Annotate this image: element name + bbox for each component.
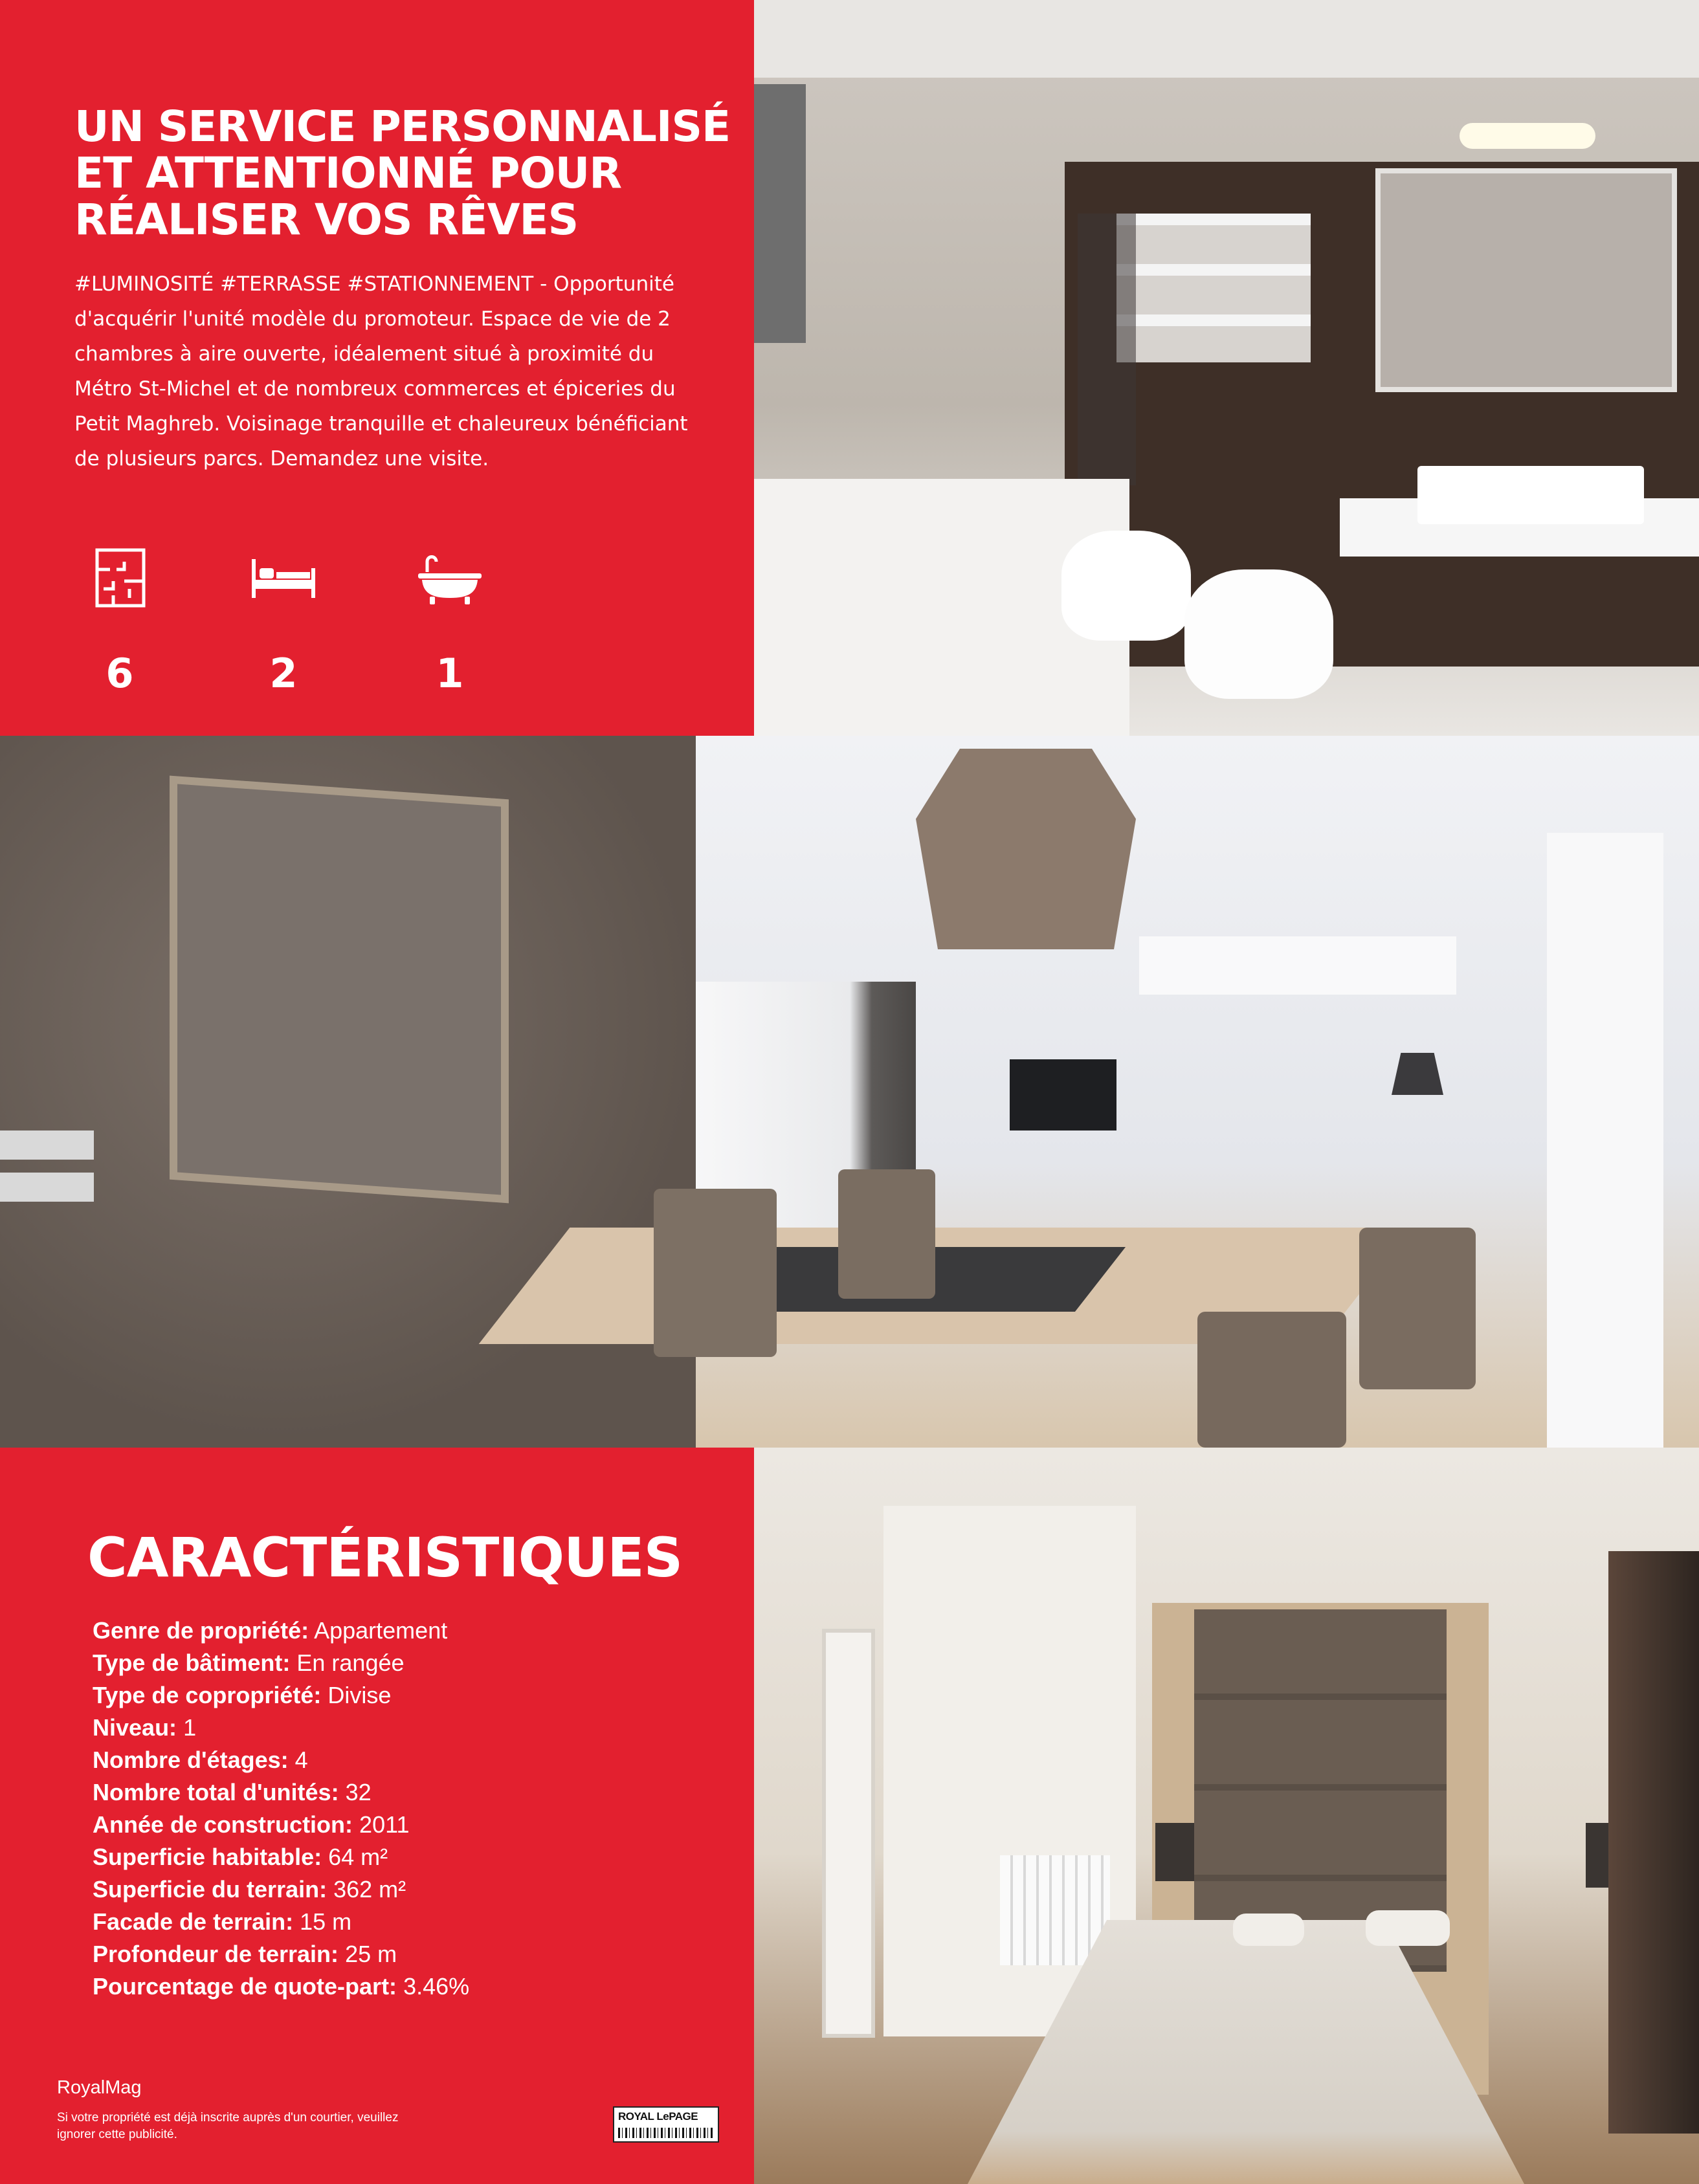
disclaimer: Si votre propriété est déjà inscrite auprès d'un courtier, veuillez ignorer cette publicité. <box>57 2111 399 2141</box>
feature-item <box>93 1647 469 1679</box>
bed-icon <box>248 542 319 613</box>
features-title: CARACTÉRISTIQUES <box>87 1526 683 1589</box>
feature-item <box>93 1679 469 1712</box>
bidet <box>1184 569 1333 699</box>
feature-label: Facade de terrain: <box>93 1908 294 1935</box>
feature-label: Superficie du terrain: <box>93 1876 328 1903</box>
feature-value: 2011 <box>359 1811 410 1838</box>
feature-value: 4 <box>294 1747 308 1773</box>
feature-value: 1 <box>183 1714 197 1741</box>
brand-name: RoyalMag <box>57 2077 142 2098</box>
feature-item <box>93 1906 469 1938</box>
stat-bedrooms-value: 2 <box>269 650 298 697</box>
dining-chair-middle <box>838 1169 935 1299</box>
feature-label: Année de construction: <box>93 1811 353 1838</box>
headline-line-3: RÉALISER VOS RÊVES <box>74 195 579 245</box>
feature-value: Divise <box>328 1682 392 1708</box>
feature-label: Nombre d'étages: <box>93 1747 289 1773</box>
logo-text: ROYAL LePAGE <box>618 2110 698 2123</box>
wall-mirror <box>170 776 509 1204</box>
headline-line-2: ET ATTENTIONNÉ POUR <box>74 148 622 198</box>
bathroom-shelves <box>1116 214 1311 362</box>
dining-chair-right-back <box>1359 1228 1476 1389</box>
bathroom-photo <box>754 0 1699 736</box>
intro-panel <box>0 0 754 736</box>
stat-bedrooms <box>238 542 329 697</box>
feature-value: En rangée <box>296 1649 405 1676</box>
features-list <box>93 1615 469 2003</box>
feature-label: Type de bâtiment: <box>93 1649 291 1676</box>
pendant-lamp <box>916 749 1136 949</box>
feature-item <box>93 1938 469 1970</box>
pillow-left <box>1233 1914 1304 1946</box>
bathroom-mirror <box>1375 168 1677 392</box>
headline-line-1: UN SERVICE PERSONNALISÉ <box>74 102 731 151</box>
stat-bathrooms-value: 1 <box>436 650 464 697</box>
feature-item <box>93 1970 469 2003</box>
headline <box>74 104 735 243</box>
dining-chair-left <box>654 1189 777 1357</box>
feature-item <box>93 1615 469 1647</box>
bathtub-icon <box>414 542 485 613</box>
feature-label: Niveau: <box>93 1714 177 1741</box>
feature-label: Nombre total d'unités: <box>93 1779 339 1805</box>
feature-value: 32 <box>345 1779 372 1805</box>
feature-value: 64 m² <box>328 1844 388 1870</box>
feature-item <box>93 1873 469 1906</box>
feature-item <box>93 1776 469 1809</box>
royal-lepage-logo <box>613 2106 719 2143</box>
bedside-lamp-left <box>1155 1823 1194 1881</box>
floor-plan-icon <box>84 542 155 613</box>
television <box>1010 1059 1116 1131</box>
feature-value: Appartement <box>314 1617 448 1644</box>
stat-bathrooms <box>405 542 495 697</box>
logo-pattern <box>618 2128 714 2138</box>
feature-label: Profondeur de terrain: <box>93 1941 339 1967</box>
dining-chair-right-front <box>1197 1312 1346 1448</box>
bathroom-glass-panel <box>1078 214 1136 485</box>
feature-label: Superficie habitable: <box>93 1844 322 1870</box>
wall-cabinets <box>1139 936 1456 995</box>
stat-rooms <box>74 542 165 697</box>
living-room-photo <box>0 736 1699 1448</box>
feature-item <box>93 1744 469 1776</box>
bathroom-window <box>754 84 806 343</box>
bathroom-sink <box>1417 466 1644 524</box>
property-description: #LUMINOSITÉ #TERRASSE #STATIONNEMENT - Opportunité d'acquérir l'unité modèle du promoteur. Espace de vie de 2 chambres à aire ouverte, idéalement situé à proximité du Métro St-Michel et de nombreux commerces et épiceries du Petit Maghreb. Voisinage tranquille et chaleureux bénéficiant de plusieurs parcs. Demandez une visite. <box>74 272 688 470</box>
bedroom-door <box>822 1629 875 2038</box>
white-pillar <box>1547 833 1663 1448</box>
feature-item <box>93 1809 469 1841</box>
feature-item <box>93 1841 469 1873</box>
light-switches <box>0 1131 94 1202</box>
feature-value: 362 m² <box>333 1876 406 1903</box>
feature-label: Type de copropriété: <box>93 1682 322 1708</box>
feature-label: Pourcentage de quote-part: <box>93 1973 397 2000</box>
stat-rooms-value: 6 <box>105 650 134 697</box>
feature-value: 25 m <box>345 1941 397 1967</box>
bathroom-ceiling <box>754 0 1699 78</box>
bathroom-lights <box>1460 123 1595 149</box>
bedroom-photo <box>754 1448 1699 2184</box>
feature-value: 3.46% <box>403 1973 470 2000</box>
wardrobe-curtain <box>1608 1551 1699 2134</box>
feature-value: 15 m <box>300 1908 352 1935</box>
feature-item <box>93 1712 469 1744</box>
pillow-right <box>1366 1910 1450 1946</box>
feature-label: Genre de propriété: <box>93 1617 309 1644</box>
toilet <box>1061 531 1191 641</box>
